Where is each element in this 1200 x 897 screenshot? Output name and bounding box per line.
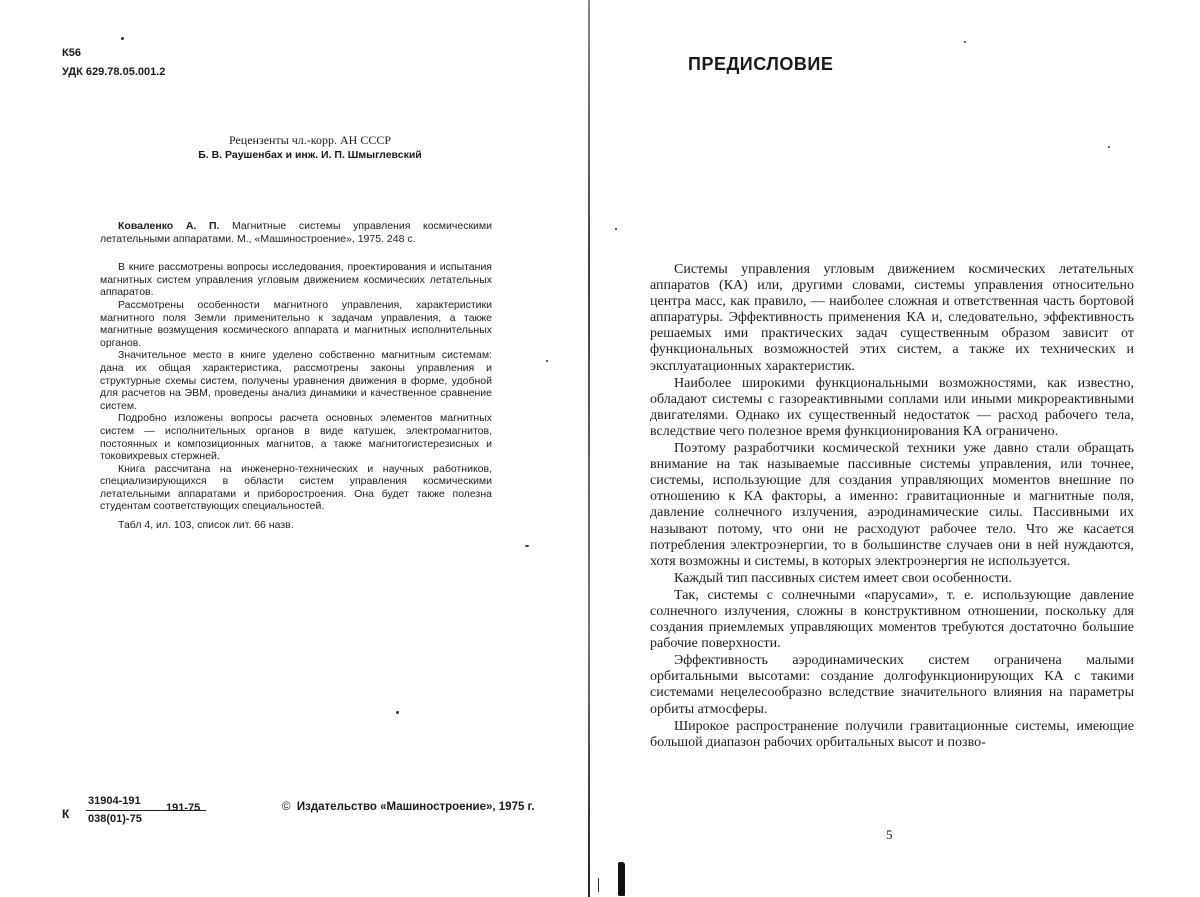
preface-body [650, 262, 1134, 752]
udc-code: УДК 629.78.05.001.2 [62, 66, 166, 78]
reviewers-block [120, 133, 500, 163]
book-gutter [588, 0, 590, 897]
classification-block [62, 44, 165, 82]
imprint-k: К [62, 807, 70, 821]
imprint-footer [62, 795, 562, 835]
page-number: 5 [886, 827, 893, 842]
publisher: Издательство «Машиностроение», 1975 г. [296, 801, 535, 813]
annotation-paragraph: Рассмотрены особенности магнитного управления, характеристики магнитного поля Земли применительно к задачам управления, а также магнитные возмущения космического аппарата и магнитных исполнительных органов. [100, 298, 492, 349]
preface-paragraph: Поэтому разработчики космической техники уже давно стали обращать внимание на так называемые пассивные системы управления, или точнее, системы, использующие для создания управляющих моментов внешние по отношению к КА факторы, а именно: гравитационные и магнитные поля, давление солнечного излучения, аэродинамические силы. Пассивными их называют потому, что они не расходуют рабочее тело. Что же касается потребления электроэнергии, то в большинстве случаев они в ней нуждаются, хотя возможны и системы, в которых электроэнергия не используется. [650, 441, 1134, 569]
preface-paragraph: Так, системы с солнечными «парусами», т. е. использующие давление солнечного излучения, сложны в конструктивном отношении, поскольку для создания приемлемых управляющих моментов требуются достаточно большие рабочие поверхности. [650, 587, 1134, 652]
dust-speck [546, 360, 548, 362]
annotation-paragraph: Книга рассчитана на инженерно-технических и научных работников, специализирующихся в области систем управления космическими летательными аппаратами и приборостроения. Она будет также полезна студентам соответствующих специальностей. [100, 462, 492, 513]
reviewers-line: Рецензенты чл.-корр. АН СССР [228, 133, 392, 147]
imprint-code: 191-75 [166, 802, 201, 814]
reviewers-names: Б. В. Раушенбах и инж. И. П. Шмыглевский [198, 149, 422, 161]
biblio-title: Магнитные системы управления космическими летательными аппаратами. М., «Машиностроение», 1975. 248 с. [100, 220, 492, 245]
annotation-paragraph: Подробно изложены вопросы расчета основных элементов магнитных систем — исполнительных органов в виде катушек, электромагнитов, постоянных и композиционных магнитов, а также магнитогистерезисных и токовихревых стержней. [100, 412, 492, 463]
dust-speck [964, 41, 966, 43]
scan-blot [618, 862, 625, 896]
copyright-line [282, 801, 534, 813]
bibliographic-entry [100, 220, 492, 245]
imprint-denominator: 038(01)-75 [88, 813, 142, 825]
dust-speck [396, 711, 399, 714]
library-code: К56 [62, 47, 81, 59]
tables-note: Табл 4, ил. 103, список лит. 66 назв. [118, 519, 294, 532]
scan-mark [598, 878, 599, 892]
preface-paragraph: Системы управления угловым движением космических летательных аппаратов (КА) или, другими словами, системы управления относительно центра масс, как правило, — наиболее сложная и ответственная часть бортовой аппаратуры. Эффективность применения КА и, следовательно, эффективность решаемых ими практических задач существенным образом зависит от функциональных возможностей этих систем, а также их технических и эксплуатационных характеристик. [650, 262, 1134, 374]
preface-paragraph: Широкое распространение получили гравитационные системы, имеющие большой диапазон рабочих орбитальных высот и позво- [650, 718, 1134, 750]
dust-speck [121, 37, 124, 40]
annotation-paragraph: Значительное место в книге уделено собственно магнитным системам: дана их общая характеристика, рассмотрены законы управления и структурные схемы систем, получены уравнения движения в форме, удобной для расчетов на ЭВМ, проведены анализ динамики и качественное сравнение систем. [100, 349, 492, 412]
preface-paragraph: Наиболее широкими функциональными возможностями, как известно, обладают системы с газореактивными соплами или иными микрореактивными двигателями. Однако их существенный недостаток — расход рабочего тела, вследствие чего полезное время функционирования КА ограничено. [650, 375, 1134, 439]
annotation [100, 220, 492, 532]
dust-speck [525, 545, 529, 547]
left-page [0, 0, 590, 897]
dust-speck [615, 228, 617, 230]
right-page [596, 0, 1200, 897]
imprint-numerator: 31904-191 [88, 795, 141, 807]
page-heading: ПРЕДИСЛОВИЕ [688, 54, 834, 74]
copyright-icon: © [282, 801, 291, 813]
dust-speck [1108, 146, 1110, 148]
preface-paragraph: Каждый тип пассивных систем имеет свои особенности. [674, 570, 1012, 586]
preface-paragraph: Эффективность аэродинамических систем ограничена малыми орбитальными высотами: создание долгофункционирующих КА с такими системами нецелесообразно вследствие значительного влияния на параметры орбиты атмосферы. [650, 653, 1134, 717]
biblio-author: Коваленко А. П. [118, 220, 220, 232]
annotation-paragraph: В книге рассмотрены вопросы исследования, проектирования и испытания магнитных систем управления угловым движением космических летательных аппаратов. [100, 261, 492, 299]
